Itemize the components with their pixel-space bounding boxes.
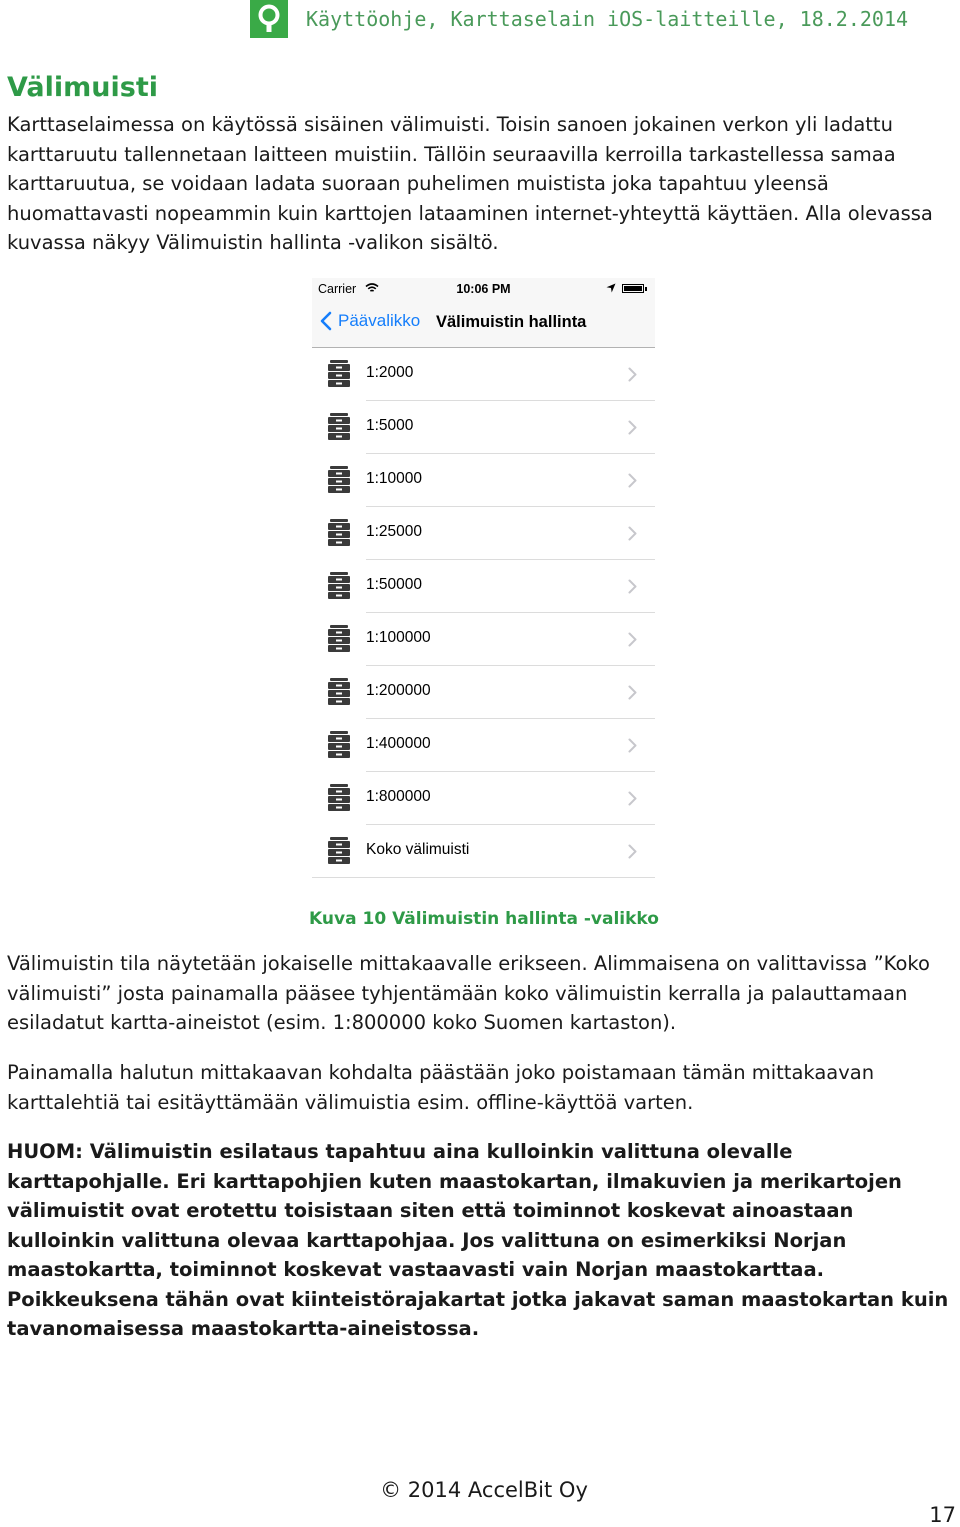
list-item[interactable]: [312, 401, 655, 454]
navigation-bar: [312, 300, 655, 348]
chevron-right-icon: [628, 738, 637, 753]
footer-copyright: © 2014 AccelBit Oy: [380, 1478, 588, 1502]
cabinet-icon: [327, 731, 351, 760]
cabinet-icon: [327, 678, 351, 707]
cabinet-icon: [327, 466, 351, 495]
cabinet-icon: [327, 360, 351, 389]
cabinet-icon: [327, 784, 351, 813]
list-item[interactable]: [312, 507, 655, 560]
cabinet-icon: [327, 837, 351, 866]
chevron-left-icon: [320, 311, 332, 331]
chevron-right-icon: [628, 579, 637, 594]
list-item-label: 1:5000: [366, 417, 414, 434]
list-item-label: 1:400000: [366, 735, 431, 752]
press-paragraph: Painamalla halutun mittakaavan kohdalta päästään joko poistamaan tämän mittakaavan karttalehtiä tai esitäyttämään välimuistia esim. offline-käyttöä varten.: [7, 1061, 875, 1114]
list-item-label: 1:200000: [366, 682, 431, 699]
phone-screenshot: [312, 278, 655, 881]
figure-caption: Kuva 10 Välimuistin hallinta -valikko: [309, 909, 659, 929]
battery-tip: [645, 287, 647, 291]
list-item-label: 1:800000: [366, 788, 431, 805]
list-item[interactable]: [312, 454, 655, 507]
chevron-right-icon: [628, 632, 637, 647]
cache-scale-list: [312, 348, 655, 878]
status-time: 10:06 PM: [456, 282, 511, 296]
list-item-label: 1:25000: [366, 523, 423, 540]
back-button[interactable]: [320, 311, 420, 331]
chevron-right-icon: [628, 420, 637, 435]
chevron-right-icon: [628, 685, 637, 700]
list-item[interactable]: [312, 666, 655, 719]
section-title: Välimuisti: [7, 72, 158, 103]
cabinet-icon: [327, 625, 351, 654]
chevron-right-icon: [628, 473, 637, 488]
list-item[interactable]: [312, 560, 655, 613]
list-item-label: 1:2000: [366, 364, 414, 381]
list-item-full-cache[interactable]: [312, 825, 655, 878]
chevron-right-icon: [628, 367, 637, 382]
status-paragraph: Välimuistin tila näytetään jokaiselle mittakaavalle erikseen. Alimmaisena on valittavissa ”Koko välimuisti” josta painamalla pääsee tyhjentämään koko välimuistin kerralla ja palauttamaan esiladatut kartta-aineistot (esim. 1:800000 koko Suomen kartaston).: [7, 952, 930, 1034]
list-item-label: 1:10000: [366, 470, 423, 487]
cabinet-icon: [327, 519, 351, 548]
list-item-label: 1:50000: [366, 576, 423, 593]
chevron-right-icon: [628, 526, 637, 541]
list-item[interactable]: [312, 772, 655, 825]
list-item[interactable]: [312, 719, 655, 772]
list-item[interactable]: [312, 348, 655, 401]
battery-icon: [622, 284, 644, 293]
list-item[interactable]: [312, 613, 655, 666]
document-title: Käyttöohje, Karttaselain iOS-laitteille, 18.2.2014: [306, 7, 909, 31]
cabinet-icon: [327, 413, 351, 442]
chevron-right-icon: [628, 844, 637, 859]
status-bar: [312, 278, 655, 300]
nav-title: Välimuistin hallinta: [436, 313, 587, 331]
list-item-label: Koko välimuisti: [366, 841, 470, 858]
back-button-label: Päävalikko: [338, 311, 421, 330]
map-pin-icon: [250, 0, 288, 38]
cabinet-icon: [327, 572, 351, 601]
intro-paragraph: Karttaselaimessa on käytössä sisäinen välimuisti. Toisin sanoen jokainen verkon yli ladattu karttaruutu tallennetaan laitteen muistiin. Tällöin seuraavilla kerroilla tarkastellessa samaa karttaruutua, se voidaan ladata suoraan puhelimen muistista joka tapahtuu yleensä huomattavasti nopeammin kuin karttojen lataaminen internet-yhteyttä käyttäen. Alla olevassa kuvassa näkyy Välimuistin hallinta -valikon sisältö.: [7, 113, 933, 254]
chevron-right-icon: [628, 791, 637, 806]
list-item-label: 1:100000: [366, 629, 431, 646]
page-number: 17: [929, 1503, 956, 1527]
location-arrow-icon: [606, 283, 616, 293]
carrier-label: Carrier: [318, 282, 357, 296]
note-paragraph: HUOM: Välimuistin esilataus tapahtuu aina kulloinkin valittuna olevalle karttapohjalle. Eri karttapohjien kuten maastokartan, ilmakuvien ja merikartojen välimuistit ovat erotettu toisistaan siten että toiminnot koskevat ainoastaan kulloinkin valittuna olevaa karttapohjaa. Jos valittuna on esimerkiksi Norjan maastokartta, toiminnot koskevat vastaavasti vain Norjan maastokarttaa. Poikkeuksena tähän ovat kiinteistörajakartat jotka jakavat saman maastokartan kuin tavanomaisessa maastokartta-aineistossa.: [7, 1140, 949, 1340]
page-header: [250, 0, 908, 38]
